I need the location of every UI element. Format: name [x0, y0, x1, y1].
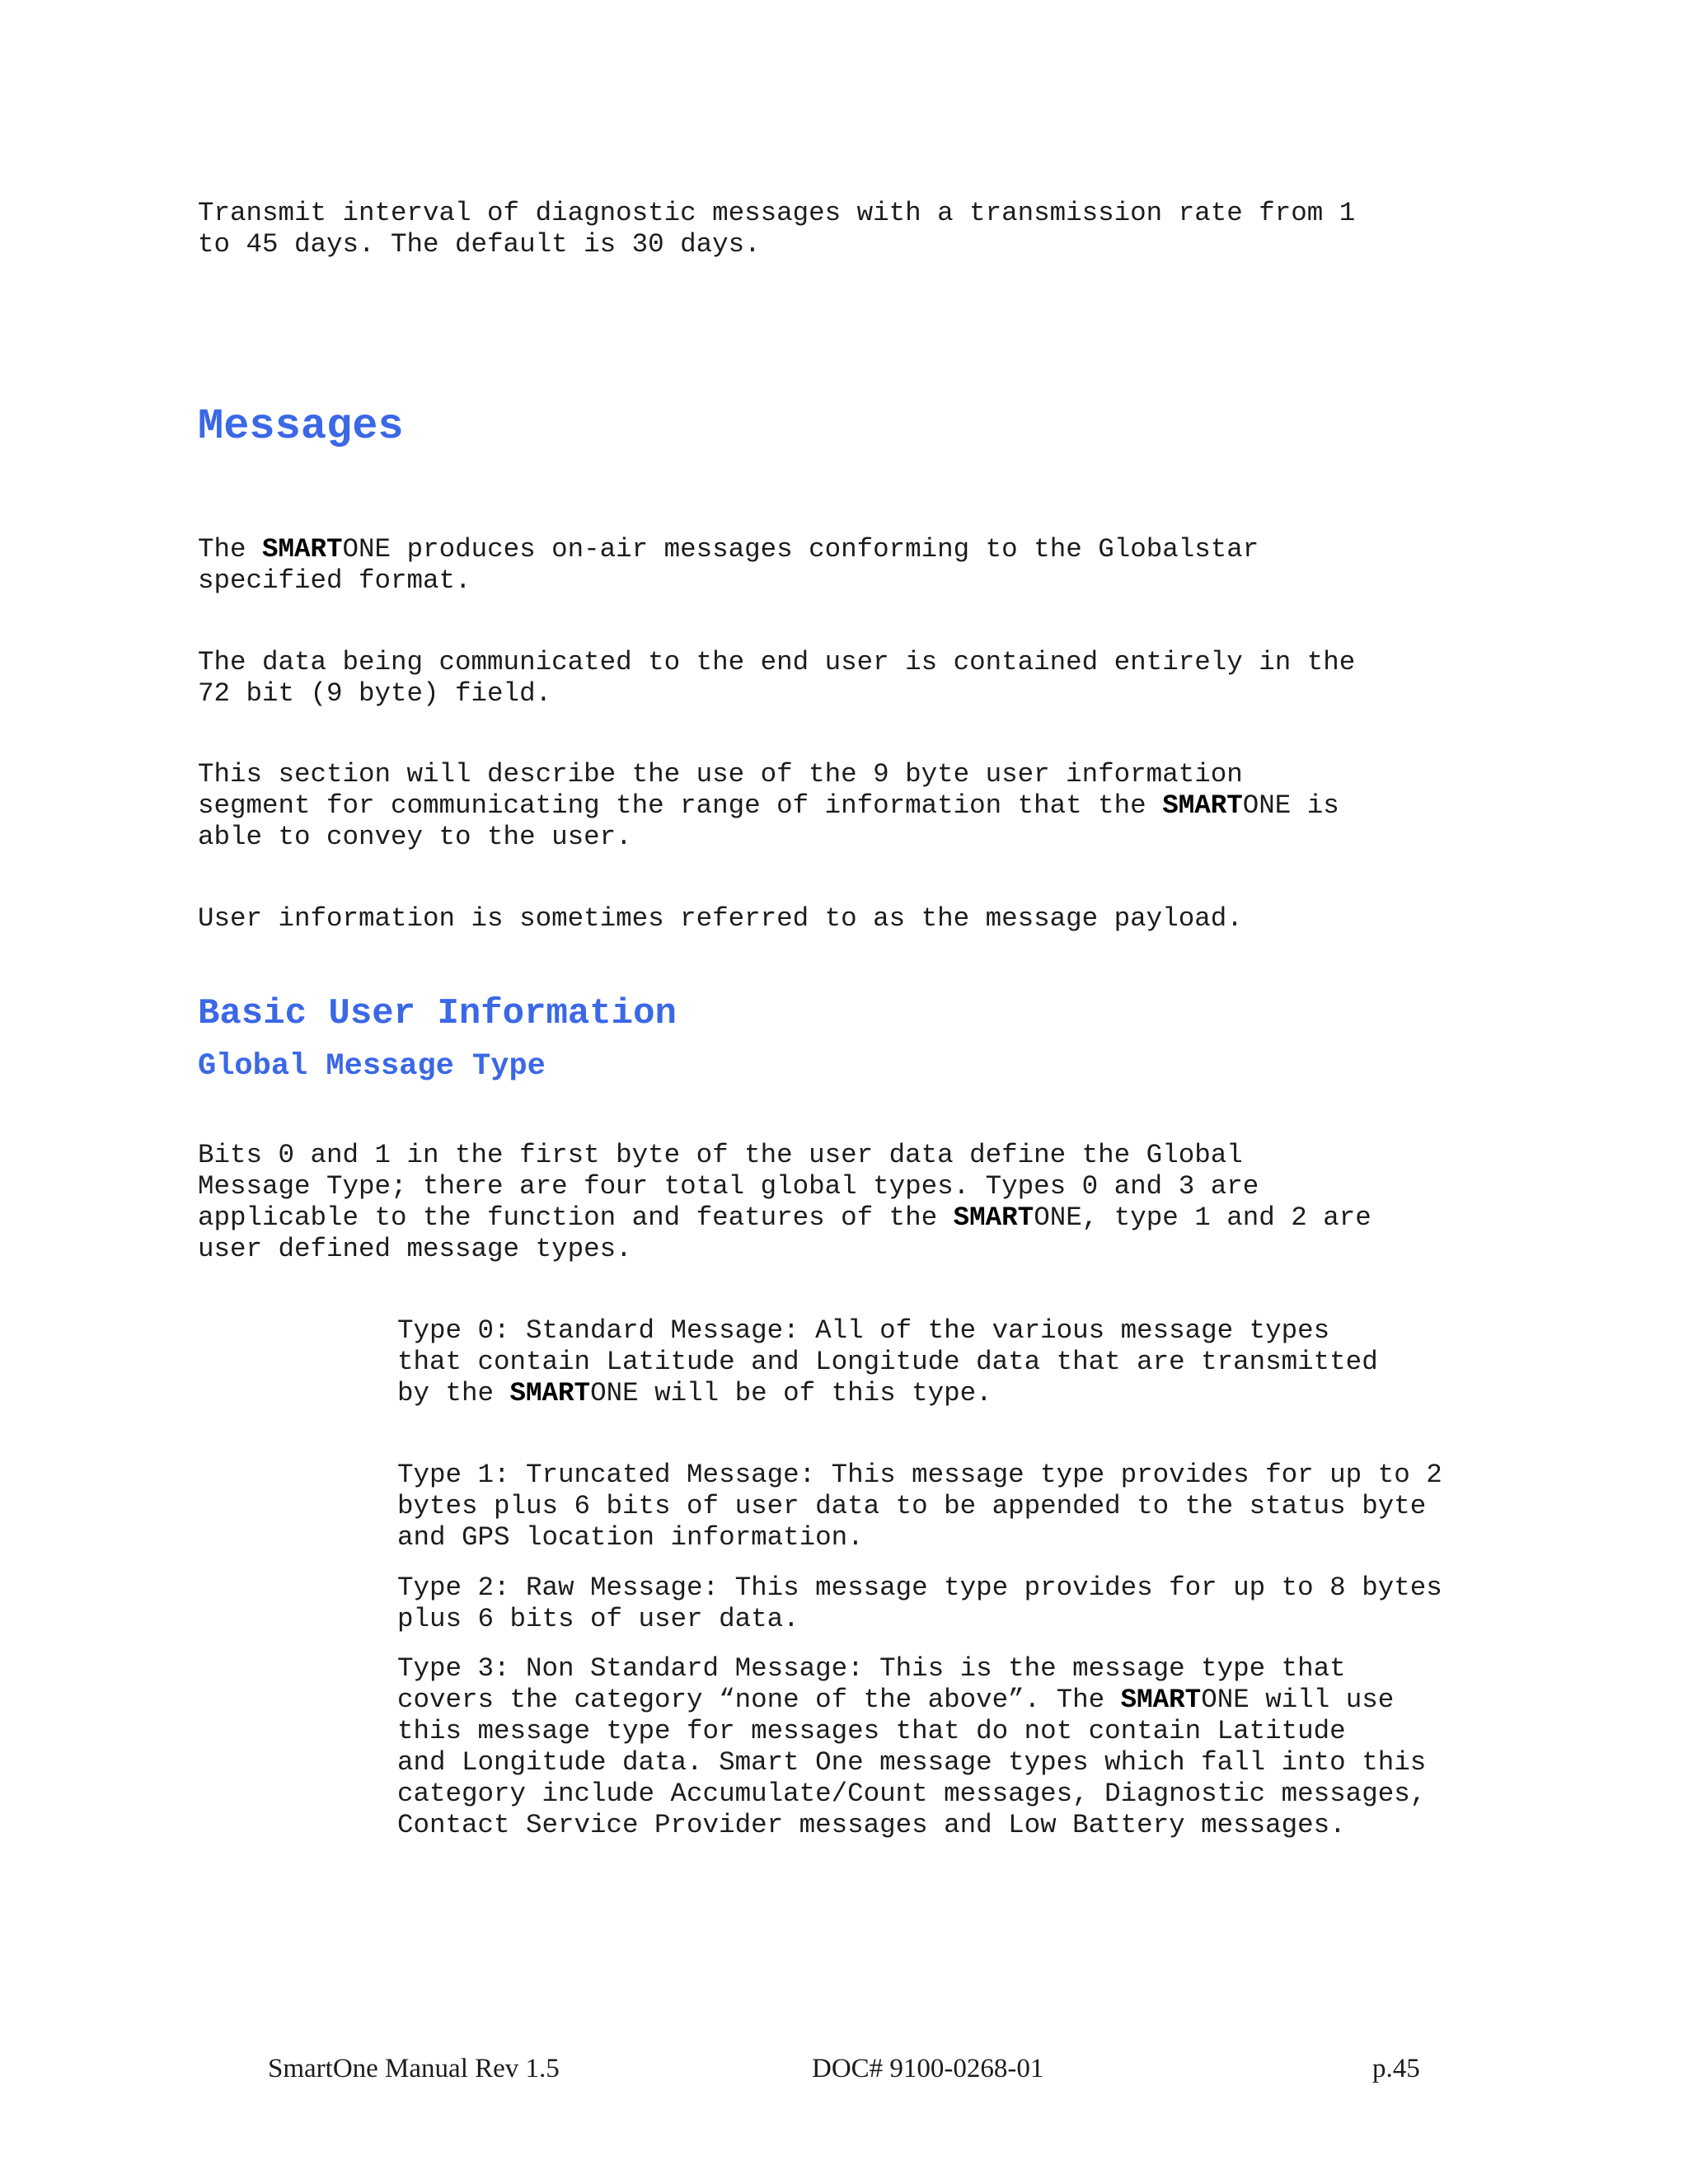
type0-before: Type 0: Standard Message: All of the various message types that contain Latitude and Longitude data that are transmitted by the	[397, 1315, 1378, 1408]
brand-plain: ONE	[342, 534, 392, 565]
type-0-paragraph	[397, 1315, 1378, 1409]
global-message-type-heading: Global Message Type	[198, 1049, 546, 1084]
intro-line-2: to 45 days. The default is 30 days.	[198, 229, 761, 260]
type0-after: will be of this type.	[638, 1378, 992, 1408]
footer-doc-number: DOC# 9100-0268-01	[812, 2054, 1044, 2083]
type-3-paragraph	[397, 1653, 1426, 1841]
type3-before: Type 3: Non Standard Message: This is the message type that covers the category “none of the above”. The	[397, 1653, 1346, 1715]
brand-bold: SMART	[1120, 1685, 1202, 1715]
para3-before: This section will describe the use of the 9 byte user information segment for communicating the range of information that the	[198, 759, 1243, 821]
intro-paragraph	[198, 198, 1355, 260]
type-2-paragraph: Type 2: Raw Message: This message type provides for up to 8 bytes plus 6 bits of user data.	[397, 1572, 1442, 1634]
type-1-paragraph: Type 1: Truncated Message: This message type provides for up to 2 bytes plus 6 bits of user data to be appended to the status byte and GPS location information.	[397, 1460, 1442, 1553]
messages-heading: Messages	[198, 402, 404, 451]
global-message-type-paragraph	[198, 1140, 1372, 1265]
messages-paragraph-4: User information is sometimes referred to as the message payload.	[198, 903, 1243, 934]
global-para-after: , type 1 and 2 are user defined message types.	[198, 1202, 1372, 1264]
messages-paragraph-1	[198, 534, 1259, 597]
brand-plain: ONE	[1201, 1685, 1250, 1715]
brand-bold: SMART	[1162, 790, 1243, 821]
brand-bold: SMART	[509, 1378, 591, 1408]
para3-after: is able to convey to the user.	[198, 790, 1339, 852]
para1-before: The	[198, 534, 263, 565]
brand-plain: ONE	[590, 1378, 639, 1408]
brand-plain: ONE	[1034, 1202, 1082, 1233]
footer-page-number: p.45	[1372, 2054, 1420, 2083]
basic-user-information-heading: Basic User Information	[198, 993, 677, 1034]
footer-manual-title: SmartOne Manual Rev 1.5	[268, 2054, 560, 2083]
brand-bold: SMART	[953, 1202, 1034, 1233]
global-para-before: Bits 0 and 1 in the first byte of the user data define the Global Message Type; there are four total global types. Types 0 and 3 are applicable to the function and features of the	[198, 1140, 1259, 1233]
brand-plain: ONE	[1242, 790, 1292, 821]
messages-paragraph-2: The data being communicated to the end user is contained entirely in the 72 bit (9 byte) field.	[198, 647, 1356, 709]
type3-after: will use this message type for messages that do not contain Latitude and Longitude data. Smart One message types which fall into this category include Accumulate/Count messages, Diagnostic messages, Contact Service Provider messages and Low Battery messages.	[397, 1685, 1427, 1840]
para1-after: produces on-air messages conforming to the Globalstar specified format.	[198, 534, 1259, 596]
intro-line-1: Transmit interval of diagnostic messages with a transmission rate from 1	[198, 198, 1356, 228]
messages-paragraph-3	[198, 759, 1339, 853]
brand-bold: SMART	[262, 534, 343, 565]
